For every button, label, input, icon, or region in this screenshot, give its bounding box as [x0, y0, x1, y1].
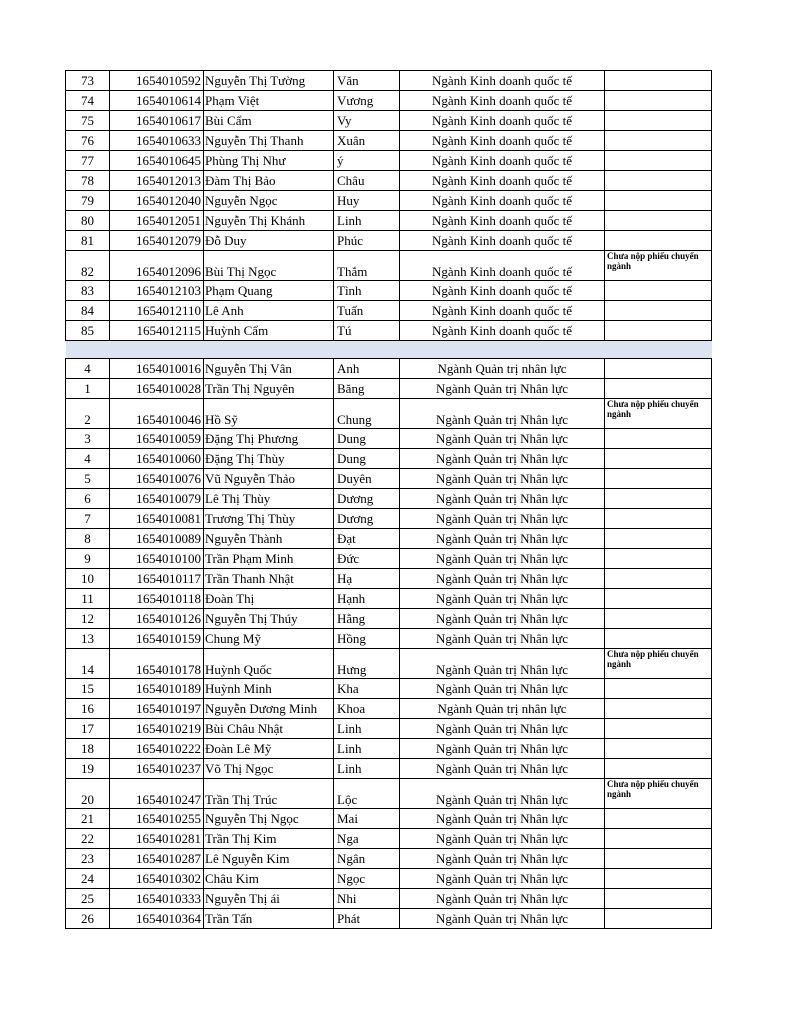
row-number-cell: 78 [66, 171, 110, 191]
table-row [66, 131, 712, 151]
row-number-cell: 83 [66, 281, 110, 301]
note-cell [605, 71, 712, 91]
row-number-cell: 10 [66, 569, 110, 589]
table-row [66, 509, 712, 529]
note-cell [605, 529, 712, 549]
note-cell [605, 191, 712, 211]
row-number-cell: 12 [66, 609, 110, 629]
surname-cell: Chung Mỹ [204, 629, 334, 649]
note-cell: Chưa nộp phiếu chuyển ngành [605, 649, 712, 679]
table-row [66, 889, 712, 909]
major-cell: Ngành Kinh doanh quốc tế [400, 151, 605, 171]
row-number-cell: 2 [66, 399, 110, 429]
table-row [66, 321, 712, 341]
row-number-cell: 9 [66, 549, 110, 569]
table-row [66, 759, 712, 779]
given-name-cell: Băng [334, 379, 400, 399]
note-cell [605, 679, 712, 699]
table-row [66, 281, 712, 301]
given-name-cell: Phúc [334, 231, 400, 251]
student-id-cell: 1654010046 [110, 399, 204, 429]
table-row [66, 111, 712, 131]
note-cell [605, 739, 712, 759]
note-cell [605, 549, 712, 569]
note-cell: Chưa nộp phiếu chuyển ngành [605, 779, 712, 809]
surname-cell: Nguyễn Thị Thanh [204, 131, 334, 151]
row-number-cell: 8 [66, 529, 110, 549]
row-number-cell: 82 [66, 251, 110, 281]
table-row [66, 379, 712, 399]
given-name-cell: Phát [334, 909, 400, 929]
major-cell: Ngành Kinh doanh quốc tế [400, 171, 605, 191]
major-cell: Ngành Quản trị Nhân lực [400, 549, 605, 569]
given-name-cell: Tuấn [334, 301, 400, 321]
note-cell [605, 449, 712, 469]
student-list-sheet [65, 70, 711, 929]
major-cell: Ngành Quản trị Nhân lực [400, 529, 605, 549]
student-id-cell: 1654012013 [110, 171, 204, 191]
row-number-cell: 15 [66, 679, 110, 699]
table-row [66, 589, 712, 609]
student-id-cell: 1654012079 [110, 231, 204, 251]
row-number-cell: 22 [66, 829, 110, 849]
given-name-cell: Nga [334, 829, 400, 849]
student-id-cell: 1654010364 [110, 909, 204, 929]
given-name-cell: Thắm [334, 251, 400, 281]
section-separator-row [66, 341, 712, 359]
note-cell [605, 359, 712, 379]
given-name-cell: Đạt [334, 529, 400, 549]
major-cell: Ngành Quản trị nhân lực [400, 359, 605, 379]
note-cell [605, 569, 712, 589]
given-name-cell: Linh [334, 719, 400, 739]
student-id-cell: 1654010089 [110, 529, 204, 549]
row-number-cell: 7 [66, 509, 110, 529]
given-name-cell: Tú [334, 321, 400, 341]
row-number-cell: 26 [66, 909, 110, 929]
student-id-cell: 1654010219 [110, 719, 204, 739]
table-row [66, 231, 712, 251]
table-row [66, 429, 712, 449]
table-row [66, 719, 712, 739]
surname-cell: Nguyễn Thị Ngọc [204, 809, 334, 829]
given-name-cell: Linh [334, 211, 400, 231]
student-id-cell: 1654010333 [110, 889, 204, 909]
student-id-cell: 1654010237 [110, 759, 204, 779]
student-id-cell: 1654010281 [110, 829, 204, 849]
surname-cell: Đặng Thị Phương [204, 429, 334, 449]
student-id-cell: 1654010016 [110, 359, 204, 379]
surname-cell: Võ Thị Ngọc [204, 759, 334, 779]
given-name-cell: Huy [334, 191, 400, 211]
major-cell: Ngành Quản trị Nhân lực [400, 509, 605, 529]
given-name-cell: Dương [334, 509, 400, 529]
given-name-cell: Hưng [334, 649, 400, 679]
given-name-cell: Ngọc [334, 869, 400, 889]
note-cell [605, 489, 712, 509]
student-id-cell: 1654010633 [110, 131, 204, 151]
surname-cell: Nguyễn Dương Minh [204, 699, 334, 719]
student-id-cell: 1654010189 [110, 679, 204, 699]
surname-cell: Phạm Việt [204, 91, 334, 111]
row-number-cell: 76 [66, 131, 110, 151]
table-row [66, 469, 712, 489]
major-cell: Ngành Kinh doanh quốc tế [400, 191, 605, 211]
student-id-cell: 1654010100 [110, 549, 204, 569]
note-cell [605, 869, 712, 889]
student-id-cell: 1654010118 [110, 589, 204, 609]
surname-cell: Nguyễn Thị Khánh [204, 211, 334, 231]
student-id-cell: 1654012096 [110, 251, 204, 281]
surname-cell: Đoàn Thị [204, 589, 334, 609]
row-number-cell: 23 [66, 849, 110, 869]
student-id-cell: 1654010614 [110, 91, 204, 111]
table-row [66, 191, 712, 211]
table-row [66, 71, 712, 91]
surname-cell: Đoàn Lê Mỹ [204, 739, 334, 759]
note-cell [605, 759, 712, 779]
student-id-cell: 1654010159 [110, 629, 204, 649]
major-cell: Ngành Quản trị Nhân lực [400, 849, 605, 869]
given-name-cell: Anh [334, 359, 400, 379]
surname-cell: Đỗ Duy [204, 231, 334, 251]
table-row [66, 629, 712, 649]
table-row [66, 449, 712, 469]
separator-cell [400, 341, 605, 359]
note-cell [605, 171, 712, 191]
student-id-cell: 1654010079 [110, 489, 204, 509]
student-id-cell: 1654010117 [110, 569, 204, 589]
row-number-cell: 74 [66, 91, 110, 111]
student-id-cell: 1654010302 [110, 869, 204, 889]
row-number-cell: 16 [66, 699, 110, 719]
table-row [66, 399, 712, 429]
row-number-cell: 13 [66, 629, 110, 649]
table-body [66, 71, 712, 929]
given-name-cell: Vy [334, 111, 400, 131]
table-row [66, 549, 712, 569]
student-id-cell: 1654010076 [110, 469, 204, 489]
table-row [66, 91, 712, 111]
given-name-cell: Vương [334, 91, 400, 111]
given-name-cell: Dương [334, 489, 400, 509]
table-row [66, 849, 712, 869]
major-cell: Ngành Kinh doanh quốc tế [400, 111, 605, 131]
given-name-cell: Văn [334, 71, 400, 91]
student-id-cell: 1654010617 [110, 111, 204, 131]
note-cell [605, 151, 712, 171]
table-row [66, 779, 712, 809]
major-cell: Ngành Quản trị Nhân lực [400, 869, 605, 889]
row-number-cell: 14 [66, 649, 110, 679]
major-cell: Ngành Quản trị Nhân lực [400, 889, 605, 909]
given-name-cell: Hồng [334, 629, 400, 649]
table-row [66, 609, 712, 629]
row-number-cell: 79 [66, 191, 110, 211]
note-cell [605, 699, 712, 719]
surname-cell: Bùi Cẩm [204, 111, 334, 131]
major-cell: Ngành Kinh doanh quốc tế [400, 131, 605, 151]
major-cell: Ngành Quản trị Nhân lực [400, 829, 605, 849]
surname-cell: Phùng Thị Như [204, 151, 334, 171]
row-number-cell: 80 [66, 211, 110, 231]
row-number-cell: 4 [66, 449, 110, 469]
table-row [66, 679, 712, 699]
given-name-cell: Duyên [334, 469, 400, 489]
row-number-cell: 84 [66, 301, 110, 321]
surname-cell: Trần Thị Nguyên [204, 379, 334, 399]
surname-cell: Châu Kim [204, 869, 334, 889]
major-cell: Ngành Quản trị Nhân lực [400, 719, 605, 739]
row-number-cell: 1 [66, 379, 110, 399]
separator-cell [334, 341, 400, 359]
surname-cell: Huỳnh Cẩm [204, 321, 334, 341]
given-name-cell: Nhi [334, 889, 400, 909]
surname-cell: Trần Thị Kim [204, 829, 334, 849]
major-cell: Ngành Quản trị Nhân lực [400, 609, 605, 629]
given-name-cell: Linh [334, 739, 400, 759]
given-name-cell: Kha [334, 679, 400, 699]
note-cell [605, 111, 712, 131]
surname-cell: Trần Tấn [204, 909, 334, 929]
table-row [66, 211, 712, 231]
note-cell [605, 849, 712, 869]
major-cell: Ngành Quản trị Nhân lực [400, 779, 605, 809]
student-id-cell: 1654012115 [110, 321, 204, 341]
student-id-cell: 1654010222 [110, 739, 204, 759]
surname-cell: Vũ Nguyễn Thảo [204, 469, 334, 489]
major-cell: Ngành Quản trị Nhân lực [400, 629, 605, 649]
row-number-cell: 73 [66, 71, 110, 91]
note-cell [605, 231, 712, 251]
major-cell: Ngành Quản trị Nhân lực [400, 449, 605, 469]
major-cell: Ngành Quản trị Nhân lực [400, 759, 605, 779]
major-cell: Ngành Kinh doanh quốc tế [400, 281, 605, 301]
given-name-cell: Hằng [334, 609, 400, 629]
surname-cell: Nguyễn Thị Thúy [204, 609, 334, 629]
surname-cell: Nguyễn Thành [204, 529, 334, 549]
table-row [66, 699, 712, 719]
row-number-cell: 81 [66, 231, 110, 251]
surname-cell: Trần Thị Trúc [204, 779, 334, 809]
row-number-cell: 85 [66, 321, 110, 341]
note-cell [605, 379, 712, 399]
note-cell [605, 509, 712, 529]
table-row [66, 829, 712, 849]
major-cell: Ngành Quản trị Nhân lực [400, 489, 605, 509]
student-id-cell: 1654012110 [110, 301, 204, 321]
given-name-cell: Ngân [334, 849, 400, 869]
note-cell [605, 889, 712, 909]
student-id-cell: 1654010287 [110, 849, 204, 869]
row-number-cell: 20 [66, 779, 110, 809]
major-cell: Ngành Quản trị Nhân lực [400, 649, 605, 679]
given-name-cell: Chung [334, 399, 400, 429]
student-id-cell: 1654010081 [110, 509, 204, 529]
row-number-cell: 11 [66, 589, 110, 609]
major-cell: Ngành Kinh doanh quốc tế [400, 251, 605, 281]
separator-cell [66, 341, 110, 359]
major-cell: Ngành Kinh doanh quốc tế [400, 71, 605, 91]
given-name-cell: Dung [334, 449, 400, 469]
surname-cell: Lê Thị Thùy [204, 489, 334, 509]
student-id-cell: 1654010255 [110, 809, 204, 829]
major-cell: Ngành Kinh doanh quốc tế [400, 321, 605, 341]
major-cell: Ngành Quản trị Nhân lực [400, 589, 605, 609]
student-id-cell: 1654012051 [110, 211, 204, 231]
row-number-cell: 19 [66, 759, 110, 779]
note-cell [605, 469, 712, 489]
surname-cell: Bùi Thị Ngọc [204, 251, 334, 281]
surname-cell: Huỳnh Minh [204, 679, 334, 699]
row-number-cell: 3 [66, 429, 110, 449]
given-name-cell: Hạ [334, 569, 400, 589]
note-cell [605, 809, 712, 829]
major-cell: Ngành Quản trị Nhân lực [400, 379, 605, 399]
surname-cell: Nguyễn Thị Tường [204, 71, 334, 91]
major-cell: Ngành Quản trị Nhân lực [400, 469, 605, 489]
table-row [66, 569, 712, 589]
surname-cell: Bùi Châu Nhật [204, 719, 334, 739]
surname-cell: Hồ Sỹ [204, 399, 334, 429]
major-cell: Ngành Quản trị Nhân lực [400, 809, 605, 829]
surname-cell: Nguyễn Thị Vân [204, 359, 334, 379]
note-cell [605, 829, 712, 849]
major-cell: Ngành Quản trị Nhân lực [400, 429, 605, 449]
table-row [66, 909, 712, 929]
table-row [66, 529, 712, 549]
note-cell [605, 589, 712, 609]
note-cell: Chưa nộp phiếu chuyển ngành [605, 251, 712, 281]
separator-cell [110, 341, 204, 359]
student-id-cell: 1654010126 [110, 609, 204, 629]
student-id-cell: 1654012103 [110, 281, 204, 301]
surname-cell: Lê Anh [204, 301, 334, 321]
row-number-cell: 4 [66, 359, 110, 379]
given-name-cell: Châu [334, 171, 400, 191]
separator-cell [605, 341, 712, 359]
note-cell [605, 429, 712, 449]
major-cell: Ngành Kinh doanh quốc tế [400, 301, 605, 321]
note-cell [605, 719, 712, 739]
table-row [66, 649, 712, 679]
given-name-cell: Đức [334, 549, 400, 569]
table-row [66, 251, 712, 281]
table-row [66, 171, 712, 191]
note-cell [605, 909, 712, 929]
surname-cell: Nguyễn Thị ái [204, 889, 334, 909]
row-number-cell: 77 [66, 151, 110, 171]
given-name-cell: Linh [334, 759, 400, 779]
given-name-cell: Tình [334, 281, 400, 301]
major-cell: Ngành Kinh doanh quốc tế [400, 91, 605, 111]
surname-cell: Đặng Thị Thùy [204, 449, 334, 469]
major-cell: Ngành Quản trị Nhân lực [400, 399, 605, 429]
student-id-cell: 1654010059 [110, 429, 204, 449]
surname-cell: Huỳnh Quốc [204, 649, 334, 679]
major-cell: Ngành Quản trị nhân lực [400, 699, 605, 719]
student-id-cell: 1654012040 [110, 191, 204, 211]
note-cell [605, 321, 712, 341]
row-number-cell: 25 [66, 889, 110, 909]
student-id-cell: 1654010197 [110, 699, 204, 719]
given-name-cell: Hạnh [334, 589, 400, 609]
surname-cell: Trần Phạm Minh [204, 549, 334, 569]
table-row [66, 359, 712, 379]
major-cell: Ngành Quản trị Nhân lực [400, 569, 605, 589]
student-id-cell: 1654010645 [110, 151, 204, 171]
major-cell: Ngành Kinh doanh quốc tế [400, 231, 605, 251]
major-cell: Ngành Quản trị Nhân lực [400, 909, 605, 929]
student-table [65, 70, 712, 929]
table-row [66, 489, 712, 509]
note-cell [605, 629, 712, 649]
student-id-cell: 1654010028 [110, 379, 204, 399]
surname-cell: Nguyễn Ngọc [204, 191, 334, 211]
surname-cell: Trần Thanh Nhật [204, 569, 334, 589]
given-name-cell: Dung [334, 429, 400, 449]
student-id-cell: 1654010592 [110, 71, 204, 91]
row-number-cell: 17 [66, 719, 110, 739]
given-name-cell: Xuân [334, 131, 400, 151]
row-number-cell: 24 [66, 869, 110, 889]
given-name-cell: ý [334, 151, 400, 171]
row-number-cell: 6 [66, 489, 110, 509]
surname-cell: Đàm Thị Bảo [204, 171, 334, 191]
note-cell [605, 211, 712, 231]
surname-cell: Lê Nguyễn Kim [204, 849, 334, 869]
table-row [66, 809, 712, 829]
given-name-cell: Lộc [334, 779, 400, 809]
major-cell: Ngành Quản trị Nhân lực [400, 739, 605, 759]
row-number-cell: 18 [66, 739, 110, 759]
note-cell: Chưa nộp phiếu chuyển ngành [605, 399, 712, 429]
note-cell [605, 301, 712, 321]
row-number-cell: 75 [66, 111, 110, 131]
surname-cell: Trương Thị Thùy [204, 509, 334, 529]
table-row [66, 739, 712, 759]
table-row [66, 151, 712, 171]
major-cell: Ngành Kinh doanh quốc tế [400, 211, 605, 231]
given-name-cell: Mai [334, 809, 400, 829]
row-number-cell: 21 [66, 809, 110, 829]
surname-cell: Phạm Quang [204, 281, 334, 301]
note-cell [605, 281, 712, 301]
student-id-cell: 1654010060 [110, 449, 204, 469]
student-id-cell: 1654010178 [110, 649, 204, 679]
given-name-cell: Khoa [334, 699, 400, 719]
major-cell: Ngành Quản trị Nhân lực [400, 679, 605, 699]
note-cell [605, 91, 712, 111]
table-row [66, 869, 712, 889]
note-cell [605, 609, 712, 629]
note-cell [605, 131, 712, 151]
student-id-cell: 1654010247 [110, 779, 204, 809]
row-number-cell: 5 [66, 469, 110, 489]
separator-cell [204, 341, 334, 359]
table-row [66, 301, 712, 321]
